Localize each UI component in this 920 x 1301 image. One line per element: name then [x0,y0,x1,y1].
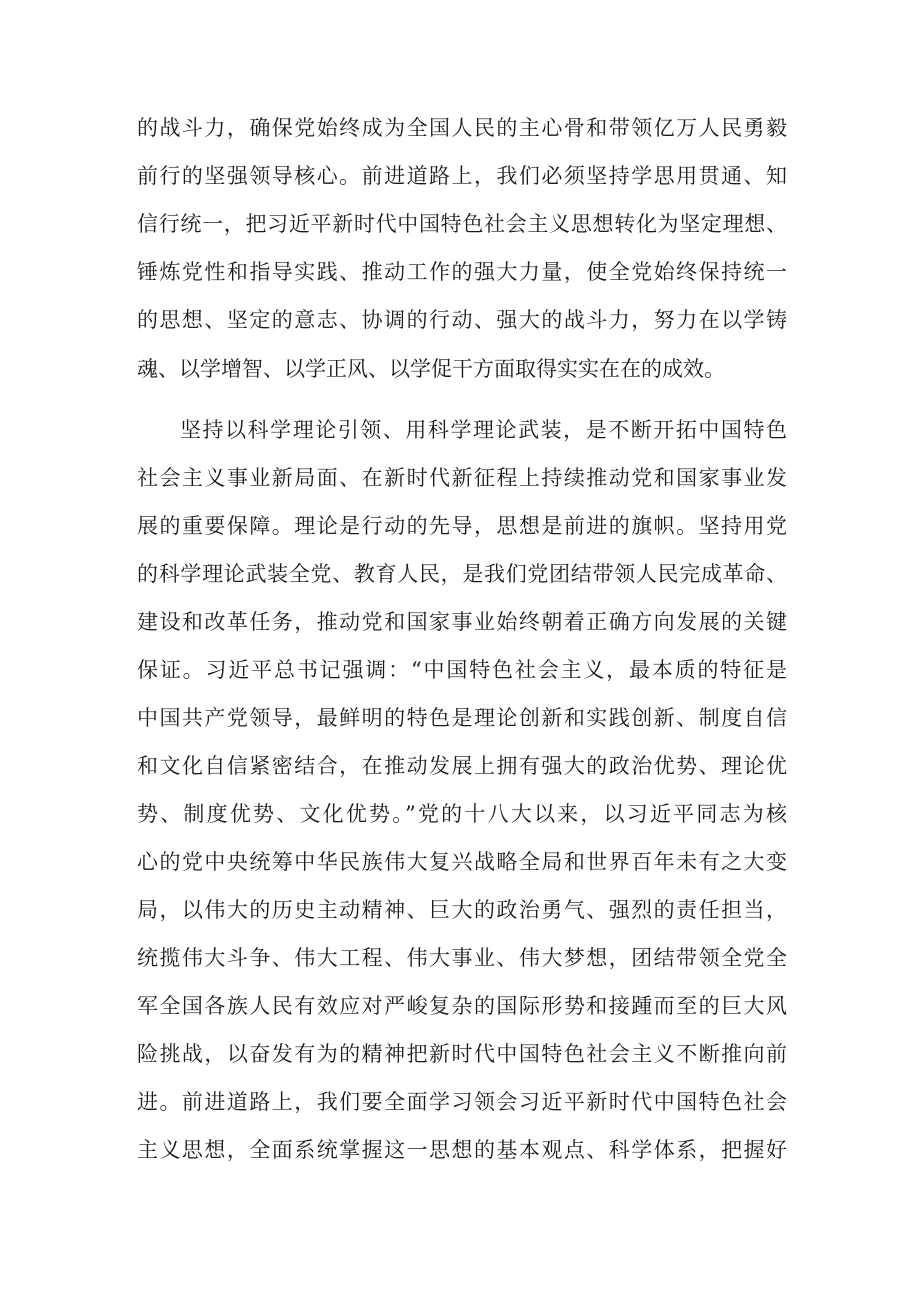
text-line: 的科学理论武装全党、教育人民，是我们党团结带领人民完成革命、 [137,562,787,586]
text-line: 保证。习近平总书记强调：“中国特色社会主义，最本质的特征是 [137,658,787,682]
text-line: 前行的坚强领导核心。前进道路上，我们必须坚持学思用贯通、知 [137,164,787,188]
text-line: 进。前进道路上，我们要全面学习领会习近平新时代中国特色社会 [137,1090,787,1114]
text-line: 中国共产党领导，最鲜明的特色是理论创新和实践创新、制度自信 [137,706,787,730]
text-line: 心的党中央统筹中华民族伟大复兴战略全局和世界百年未有之大变 [137,850,787,874]
text-line: 坚持以科学理论引领、用科学理论武装，是不断开拓中国特色 [180,418,787,442]
text-line: 和文化自信紧密结合，在推动发展上拥有强大的政治优势、理论优 [137,754,787,778]
text-line: 的战斗力，确保党始终成为全国人民的主心骨和带领亿万人民勇毅 [137,116,787,140]
text-line: 局，以伟大的历史主动精神、巨大的政治勇气、强烈的责任担当， [137,898,787,922]
text-line: 险挑战，以奋发有为的精神把新时代中国特色社会主义不断推向前 [137,1042,787,1066]
text-line: 统揽伟大斗争、伟大工程、伟大事业、伟大梦想，团结带领全党全 [137,946,787,970]
text-line: 势、制度优势、文化优势。”党的十八大以来，以习近平同志为核 [137,802,787,826]
text-line: 社会主义事业新局面、在新时代新征程上持续推动党和国家事业发 [137,466,787,490]
text-line: 主义思想，全面系统掌握这一思想的基本观点、科学体系，把握好 [137,1138,787,1162]
text-line: 信行统一，把习近平新时代中国特色社会主义思想转化为坚定理想、 [137,212,787,236]
text-line: 建设和改革任务，推动党和国家事业始终朝着正确方向发展的关键 [137,610,787,634]
text-line: 军全国各族人民有效应对严峻复杂的国际形势和接踵而至的巨大风 [137,994,787,1018]
text-line: 的思想、坚定的意志、协调的行动、强大的战斗力，努力在以学铸 [137,308,787,332]
text-line: 锤炼党性和指导实践、推动工作的强大力量，使全党始终保持统一 [137,260,787,284]
text-line: 魂、以学增智、以学正风、以学促干方面取得实实在在的成效。 [137,357,725,381]
text-line: 展的重要保障。理论是行动的先导，思想是前进的旗帜。坚持用党 [137,514,787,538]
